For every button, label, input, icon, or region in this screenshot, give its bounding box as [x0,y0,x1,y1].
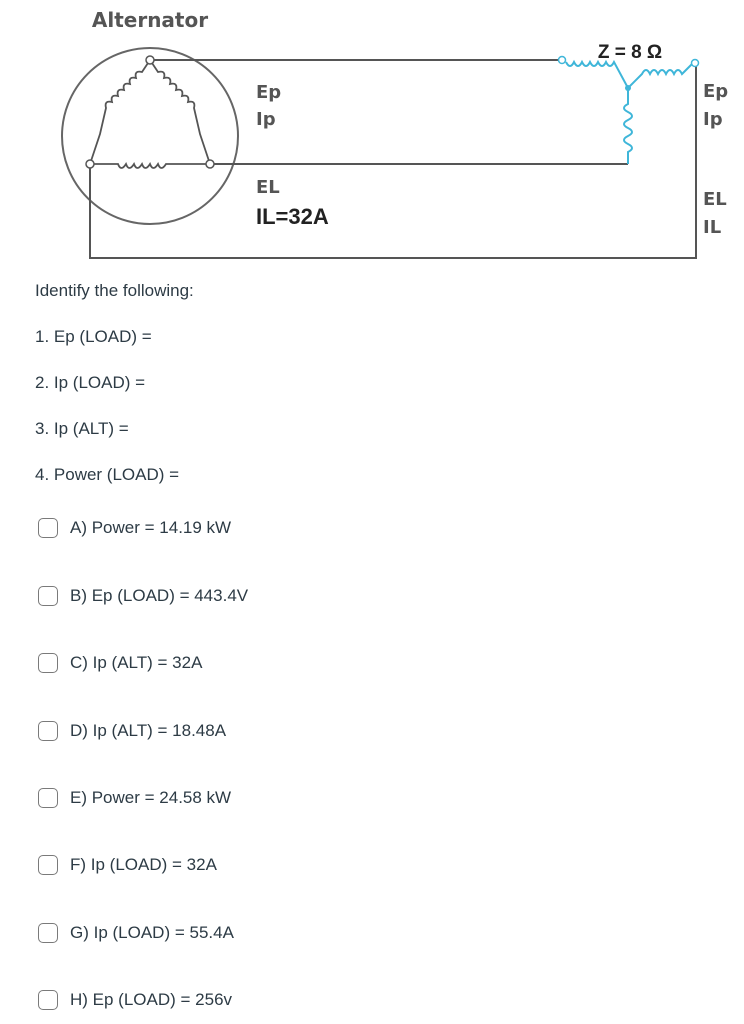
option-c-checkbox[interactable] [38,653,58,673]
option-f-label: F) Ip (LOAD) = 32A [70,855,217,874]
option-a-label: A) Power = 14.19 kW [70,518,232,537]
terminal-right [206,160,214,168]
option-d[interactable] [38,721,226,741]
option-b-label: B) Ep (LOAD) = 443.4V [70,586,249,605]
right-ep-label: Ep [703,81,729,102]
right-ip-label: Ip [703,109,723,130]
option-c-label: C) Ip (ALT) = 32A [70,653,203,672]
question-3: 3. Ip (ALT) = [35,419,129,438]
terminal-top [146,56,154,64]
option-g-checkbox[interactable] [38,923,58,943]
option-e-label: E) Power = 24.58 kW [70,788,232,807]
terminal-left [86,160,94,168]
alternator-title: Alternator [91,8,209,32]
prompt-text: Identify the following: [35,281,194,300]
option-h-checkbox[interactable] [38,990,58,1010]
mid-ip-label: Ip [256,109,276,130]
circuit-diagram [0,0,744,280]
option-c[interactable] [38,653,202,673]
option-b[interactable] [38,586,248,606]
option-f-checkbox[interactable] [38,855,58,875]
right-el-label: EL [703,189,727,210]
right-il-label: IL [703,217,722,238]
option-h[interactable] [38,990,232,1010]
mid-el-label: EL [256,177,280,198]
option-e-checkbox[interactable] [38,788,58,808]
option-g-label: G) Ip (LOAD) = 55.4A [70,923,234,942]
question-2: 2. Ip (LOAD) = [35,373,146,392]
impedance-label: Z = 8 Ω [597,42,663,63]
option-d-checkbox[interactable] [38,721,58,741]
option-b-checkbox[interactable] [38,586,58,606]
option-d-label: D) Ip (ALT) = 18.48A [70,721,227,740]
option-e[interactable] [38,788,231,808]
load-impedances [566,62,692,164]
option-f[interactable] [38,855,217,875]
option-a[interactable] [38,518,231,538]
option-a-checkbox[interactable] [38,518,58,538]
delta-windings [90,60,210,168]
load-terminal-right [692,60,699,67]
load-terminal-left [559,57,566,64]
alternator-circle [62,48,238,224]
load-neutral-node [625,85,631,91]
option-h-label: H) Ep (LOAD) = 256v [70,990,233,1009]
question-4: 4. Power (LOAD) = [35,465,180,484]
mid-ep-label: Ep [256,82,282,103]
option-g[interactable] [38,923,234,943]
mid-il-label: IL=32A [256,204,329,229]
question-1: 1. Ep (LOAD) = [35,327,152,346]
